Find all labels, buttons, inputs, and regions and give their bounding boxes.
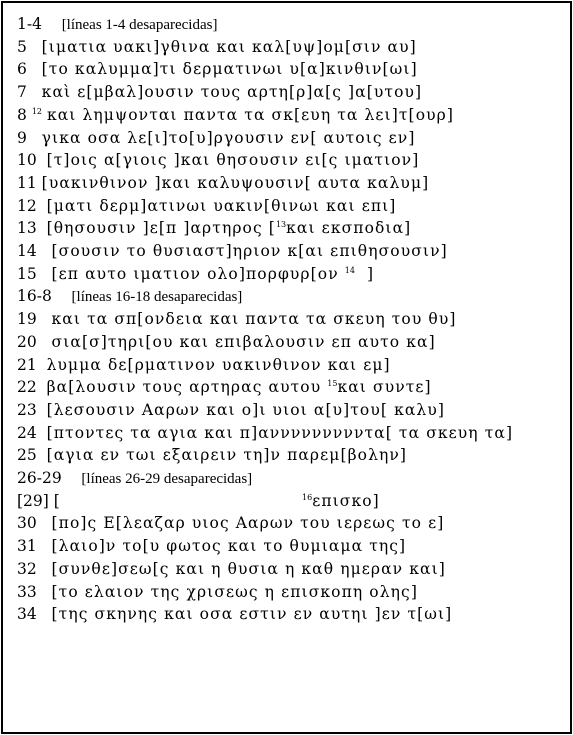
line-number: 24	[17, 423, 37, 442]
line-gap	[37, 378, 47, 396]
greek-text: λυμμα δε[ρματινον υακινθινον και εμ]	[46, 355, 391, 374]
greek-text: [πτοντες τα αγια και π]αννννννννντα[ τα σκευη τα]	[46, 423, 514, 442]
transcription-line	[17, 127, 568, 149]
greek-text: γικα οσα λε[ι]το[υ]ργουσιν εν[ αυτοις εν]	[41, 128, 416, 147]
line-gap	[27, 60, 42, 78]
transcription-line	[17, 240, 568, 262]
line-number: 21	[17, 355, 37, 374]
line-gap	[62, 469, 82, 487]
line-gap	[27, 129, 42, 147]
greek-text: [σουσιν το θυσιαστ]ηριον κ[αι επιθησουσιν]	[51, 242, 448, 260]
line-gap	[37, 151, 47, 169]
transcription-line	[17, 490, 568, 512]
greek-text: σια[σ]τηρι[ου και επιβαλουσιν επ αυτο κα]	[51, 332, 436, 351]
transcription-line	[17, 172, 568, 194]
greek-text: [το ελαιον της χρισεως η επισκοπη ολης]	[51, 582, 418, 601]
line-gap	[37, 605, 52, 623]
line-gap	[37, 424, 47, 442]
greek-text: [ματι δερμ]ατινωι υακιν[θινωι και επι]	[46, 196, 397, 215]
line-number: 6	[17, 60, 27, 79]
footnote-marker: 12	[31, 106, 42, 116]
greek-text-continued: και συντε]	[337, 378, 432, 397]
line-number: 19	[17, 310, 37, 329]
transcription-line	[17, 195, 568, 217]
greek-text: [	[53, 491, 302, 510]
greek-text-continued: επισκο]	[312, 491, 380, 510]
greek-text-continued: και εκσποδια]	[286, 219, 412, 238]
greek-text: βα[λουσιν τους αρτηρας αυτου	[46, 378, 328, 397]
line-number: 25	[17, 446, 37, 465]
transcription-line	[17, 81, 568, 103]
transcription-line	[17, 422, 568, 444]
line-number: 10	[17, 151, 37, 170]
missing-lines-note: [líneas 1-4 desaparecidas]	[61, 17, 218, 33]
line-gap	[37, 514, 52, 532]
line-gap	[27, 83, 42, 101]
line-number: 11	[17, 173, 37, 192]
transcription-line	[17, 467, 568, 489]
greek-text: και λημψονται παντα τα σκ[ευη τα λει]τ[ουρ]	[46, 105, 455, 124]
line-number: 16-8	[17, 287, 52, 306]
greek-text: [ιματια υακι]γθινα και καλ[υψ]ομ[σιν αυ]	[41, 37, 417, 56]
line-gap	[37, 219, 47, 237]
greek-text: [τ]οις α[γιοις ]και θησουσιν ει[ς ιματιον]	[46, 151, 420, 170]
line-gap	[37, 197, 47, 215]
transcription-line	[17, 331, 568, 353]
transcription-line	[17, 399, 568, 421]
footnote-marker: 13	[275, 220, 287, 230]
line-number: 9	[17, 128, 27, 147]
line-number: 26-29	[17, 469, 62, 487]
line-number: 32	[17, 559, 37, 578]
line-gap	[37, 310, 52, 328]
missing-lines-note: [líneas 16-18 desaparecidas]	[71, 289, 243, 306]
greek-text: [αγια εν τωι εξαιρειν τη]ν παρεμ[βολην]	[46, 446, 408, 465]
line-number: 33	[17, 582, 37, 601]
line-number: 1-4	[17, 15, 42, 33]
greek-text-continued: ]	[354, 264, 375, 283]
line-gap	[37, 265, 52, 283]
greek-text: [υακινθινον ]και καλυψουσιν[ αυτα καλυμ]	[41, 173, 430, 192]
line-number: 5	[17, 37, 27, 56]
transcription-line	[17, 217, 568, 239]
greek-text: [θησουσιν ]ε[π ]αρτηρος [	[46, 219, 276, 238]
transcription-line	[17, 354, 568, 376]
transcription-line	[17, 149, 568, 171]
line-number: 34	[17, 605, 37, 624]
footnote-marker: 16	[302, 492, 313, 502]
line-number: 15	[17, 264, 37, 283]
line-number: 12	[17, 196, 37, 215]
transcription-line	[17, 376, 568, 398]
greek-text: [επ αυτο ιματιον ολο]πορφυρ[ον	[51, 264, 345, 283]
line-number: 8	[17, 105, 27, 124]
transcription-line	[17, 308, 568, 330]
line-gap	[37, 446, 47, 464]
transcription-line	[17, 58, 568, 80]
document-frame	[1, 1, 572, 734]
line-number: 22	[17, 378, 37, 397]
line-number: 23	[17, 400, 37, 419]
transcription-line	[17, 512, 568, 534]
transcription-line	[17, 581, 568, 603]
line-number: 20	[17, 332, 37, 351]
transcription-line	[17, 285, 568, 307]
line-number: 13	[17, 219, 37, 238]
line-gap	[37, 537, 52, 555]
footnote-marker: 14	[344, 265, 355, 275]
greek-text: [το καλυμμα]τι δερματινωι υ[α]κινθιν[ωι]	[41, 60, 418, 79]
line-gap	[37, 242, 52, 260]
line-number: 31	[17, 537, 37, 556]
transcription-line	[17, 263, 568, 285]
transcription-line	[17, 36, 568, 58]
line-gap	[27, 38, 42, 56]
transcription-line	[17, 603, 568, 625]
footnote-marker: 15	[327, 379, 338, 389]
greek-text: [συνθε]σεω[ς και η θυσια η καθ ημεραν και]	[51, 559, 446, 578]
greek-text: και τα σπ[ονδεια και παντα τα σκευη του θυ]	[51, 310, 457, 329]
line-gap	[37, 560, 52, 578]
line-number: [29]	[17, 491, 49, 510]
line-gap	[37, 333, 52, 351]
missing-lines-note: [líneas 26-29 desaparecidas]	[81, 471, 253, 487]
transcription-line	[17, 444, 568, 466]
line-gap	[37, 583, 52, 601]
line-gap	[37, 401, 47, 419]
line-number: 14	[17, 242, 37, 260]
line-number: 7	[17, 83, 27, 102]
greek-text: καὶ ε[μβαλ]ουσιν τους αρτη[ρ]α[ς ]α[υτου]	[41, 83, 423, 102]
transcription-line	[17, 535, 568, 557]
line-gap	[42, 15, 62, 33]
greek-text: [λαιο]ν το[υ φωτος και το θυμιαμα της]	[51, 537, 407, 556]
line-number: 30	[17, 514, 37, 533]
greek-text: [πο]ς Ε[λεαζαρ υιος Ααρων του ιερεως το ε]	[51, 514, 445, 533]
transcription-line	[17, 13, 568, 35]
transcription-line	[17, 104, 568, 126]
transcription-line	[17, 558, 568, 580]
greek-text: [λεσουσιν Ααρων και ο]ι υιοι α[υ]του[ καλυ]	[46, 400, 446, 419]
line-gap	[52, 287, 72, 305]
greek-text: [της σκηνης και οσα εστιν εν αυτηι ]εν τ[ωι]	[51, 605, 453, 624]
line-gap	[37, 356, 47, 374]
